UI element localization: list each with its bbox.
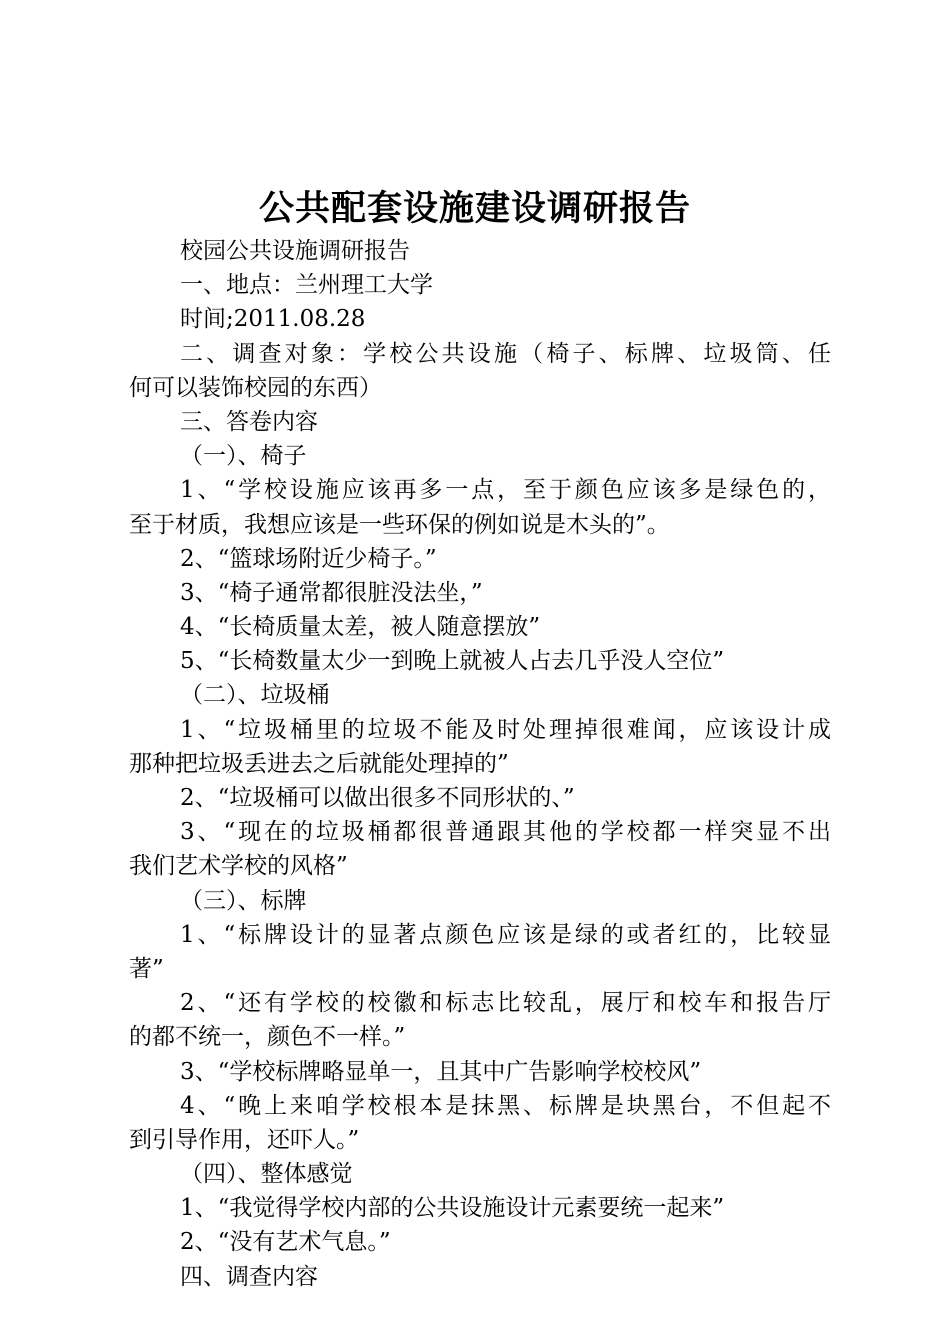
text-line-wrapper bbox=[129, 918, 831, 952]
text-line: 二、调查对象：学校公共设施（椅子、标牌、垃圾筒、任 bbox=[180, 340, 831, 367]
text-line: （三）、标牌 bbox=[180, 887, 307, 914]
text-line: 4、“晚上来咱学校根本是抹黑、标牌是块黑台，不但起不 bbox=[180, 1092, 831, 1119]
text-line-wrapper bbox=[129, 713, 831, 747]
text-line: 5、“长椅数量太少一到晚上就被人占去几乎没人空位” bbox=[180, 648, 725, 675]
text-line: 到引导作用，还吓人。” bbox=[129, 1126, 360, 1153]
text-line-wrapper bbox=[129, 1089, 831, 1123]
text-line: 时间;2011.08.28 bbox=[180, 306, 366, 333]
text-line: 2、“没有艺术气息。” bbox=[180, 1229, 391, 1256]
text-line: 至于材质，我想应该是一些环保的例如说是木头的”。 bbox=[129, 511, 670, 538]
text-line: 3、“学校标牌略显单一，且其中广告影响学校校风” bbox=[180, 1058, 702, 1085]
text-line: 校园公共设施调研报告 bbox=[180, 238, 410, 264]
text-line-wrapper bbox=[129, 815, 831, 849]
text-line: （一）、椅子 bbox=[180, 443, 307, 470]
text-line: 2、“还有学校的校徽和标志比较乱，展厅和校车和报告厅 bbox=[180, 990, 831, 1017]
text-line: （二）、垃圾桶 bbox=[180, 682, 330, 709]
text-line: 1、“学校设施应该再多一点，至于颜色应该多是绿色的， bbox=[180, 477, 831, 504]
text-line: 那种把垃圾丢进去之后就能处理掉的” bbox=[129, 750, 509, 777]
text-line: （四）、整体感觉 bbox=[180, 1161, 353, 1188]
text-line: 3、“现在的垃圾桶都很普通跟其他的学校都一样突显不出 bbox=[180, 819, 831, 846]
text-line: 1、“标牌设计的显著点颜色应该是绿的或者红的，比较显 bbox=[180, 921, 831, 948]
text-line: 何可以装饰校园的东西） bbox=[129, 374, 382, 401]
text-line-wrapper bbox=[129, 337, 831, 371]
text-line: 4、“长椅质量太差，被人随意摆放” bbox=[180, 614, 541, 641]
text-line: 3、“椅子通常都很脏没法坐，” bbox=[180, 579, 483, 606]
text-line: 四、调查内容 bbox=[180, 1263, 318, 1290]
text-line: 的都不统一，颜色不一样。” bbox=[129, 1024, 406, 1051]
text-line: 我们艺术学校的风格” bbox=[129, 853, 348, 880]
text-line: 1、“我觉得学校内部的公共设施设计元素要统一起来” bbox=[180, 1195, 725, 1222]
text-line-wrapper bbox=[129, 473, 831, 507]
document-body bbox=[129, 234, 831, 1294]
text-line-wrapper bbox=[129, 986, 831, 1020]
text-line: 三、答卷内容 bbox=[180, 408, 318, 435]
text-line: 1、“垃圾桶里的垃圾不能及时处理掉很难闻，应该设计成 bbox=[180, 716, 831, 743]
document-title: 公共配套设施建设调研报告 bbox=[258, 189, 691, 229]
text-line: 著” bbox=[129, 955, 164, 982]
text-line: 2、“篮球场附近少椅子。” bbox=[180, 545, 437, 572]
text-line: 一、地点：兰州理工大学 bbox=[180, 272, 433, 299]
text-line: 2、“垃圾桶可以做出很多不同形状的、” bbox=[180, 785, 575, 811]
